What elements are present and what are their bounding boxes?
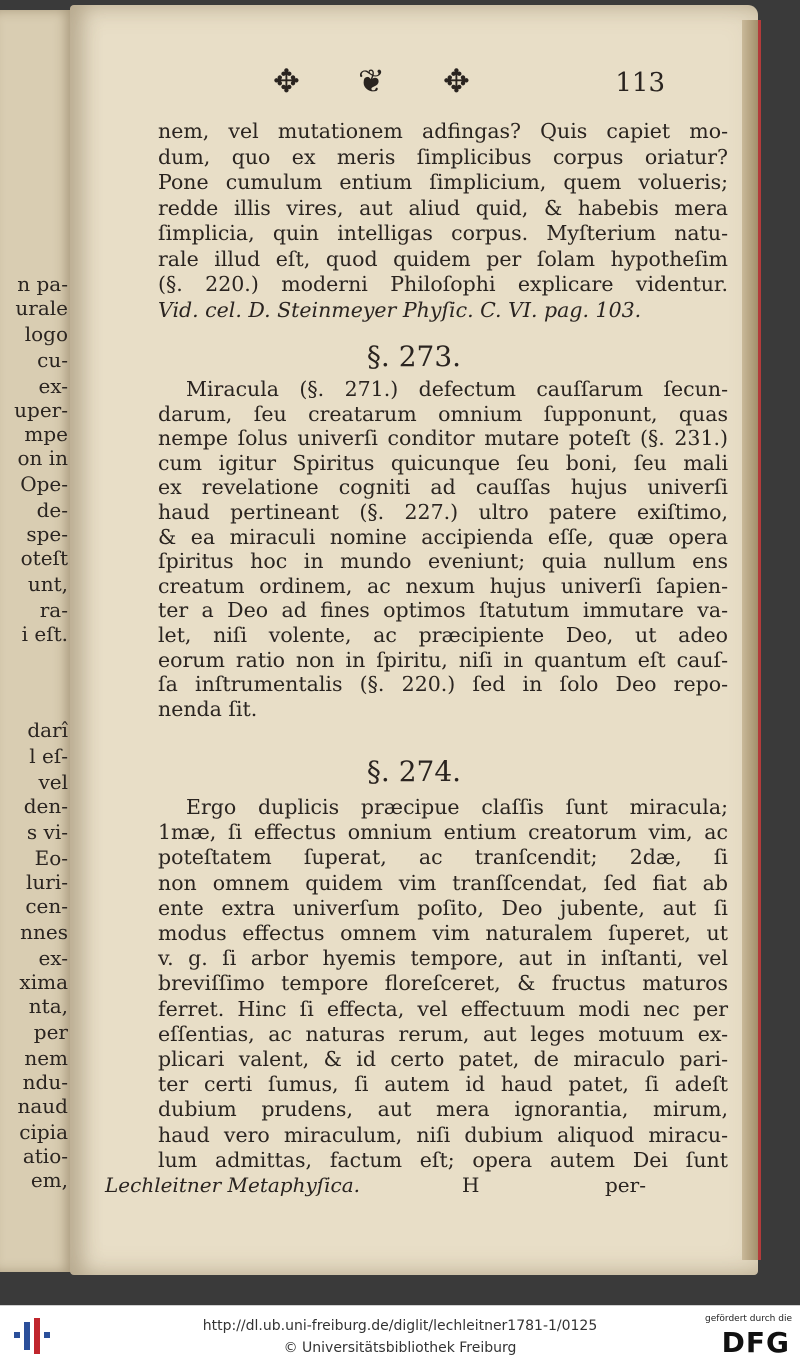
- left-page-text-fragment: logo: [24, 322, 68, 346]
- left-page-text-fragment: den-: [23, 794, 68, 818]
- text-line: nempe ſolus univerſi conditor mutare poteſt (§. 231.): [158, 426, 728, 451]
- funding-note: gefördert durch die: [705, 1314, 792, 1324]
- left-page-text-fragment: nem: [24, 1046, 68, 1070]
- left-page-text-fragment: cu-: [37, 348, 68, 372]
- text-line: ente extra univerſum poſito, Deo jubente, aut ſi: [158, 895, 728, 920]
- left-page-text-fragment: ra-: [39, 598, 68, 622]
- left-page-text-fragment: cipia: [19, 1120, 68, 1144]
- left-page-text-fragment: luri-: [26, 870, 68, 894]
- left-page-text-fragment: urale: [15, 296, 68, 320]
- text-line: ſpiritus hoc in mundo eveniunt; quia nullum ens: [158, 549, 728, 574]
- text-line: let, niſi volente, ac præcipiente Deo, ut adeo: [158, 623, 728, 647]
- left-page-text-fragment: nnes: [20, 920, 68, 944]
- catchword: per-: [605, 1173, 646, 1197]
- text-line: 1mæ, ſi effectus omnium entium creatorum vim, ac: [158, 820, 728, 845]
- text-line: redde illis vires, aut aliud quid, & habebis mera: [158, 195, 728, 220]
- left-page-text-fragment: per: [33, 1020, 68, 1044]
- left-page-text-fragment: atio-: [22, 1144, 68, 1168]
- text-line: Ergo duplicis præcipue claſſis ſunt miracula;: [186, 795, 728, 819]
- left-page-text-fragment: on in: [17, 446, 68, 470]
- page-header: [195, 62, 665, 102]
- text-line: modus effectus omnem vim naturalem ſuperet, ut: [158, 921, 728, 945]
- text-line: creatum ordinem, ac nexum hujus univerſi ſapien-: [158, 573, 728, 598]
- left-page-text-fragment: cen-: [25, 894, 68, 918]
- text-line: eorum ratio non in ſpiritu, niſi in quantum eſt cauſ-: [158, 647, 728, 672]
- left-page-text-fragment: ndu-: [22, 1070, 68, 1094]
- text-line: eſſentias, ac naturas rerum, aut leges motuum ex-: [158, 1021, 728, 1046]
- left-page-text-fragment: uper-: [14, 398, 68, 422]
- left-page-text-fragment: vel: [38, 770, 68, 794]
- left-page-text-fragment: l eſ-: [29, 744, 68, 768]
- text-line: Miracula (§. 271.) defectum cauſſarum ſecun-: [186, 377, 728, 401]
- text-line: nenda ſit.: [158, 696, 258, 721]
- left-page-text-fragment: xima: [19, 970, 68, 994]
- left-page-text-fragment: s vi-: [26, 820, 68, 844]
- text-line: breviſſimo tempore floreſceret, & fructus maturos: [158, 971, 728, 996]
- text-line: plicari valent, & id certo patet, de miraculo pari-: [158, 1047, 728, 1071]
- page-number: 113: [615, 68, 665, 98]
- dfg-logo: DFG: [721, 1326, 790, 1359]
- left-page-text-fragment: de-: [36, 498, 68, 522]
- permalink-url[interactable]: http://dl.ub.uni-freiburg.de/diglit/lechleitner1781-1/0125: [202, 1318, 598, 1334]
- section-heading: §. 273.: [366, 340, 462, 373]
- signature-line: Lechleitner Metaphyſica.: [105, 1173, 361, 1197]
- text-line: & ea miraculi nomine accipienda eſſe, quæ opera: [158, 524, 728, 549]
- text-line: lum admittas, factum eſt; opera autem Dei ſunt: [158, 1147, 728, 1172]
- left-page-text-fragment: mpe: [24, 422, 68, 446]
- book-page: [70, 5, 758, 1275]
- text-line: v. g. ſi arbor hyemis tempore, aut in inſtanti, vel: [158, 946, 728, 971]
- text-line: Vid. cel. D. Steinmeyer Phyſic. C. VI. pag. 103.: [158, 297, 642, 322]
- left-page-text-fragment: n pa-: [17, 272, 68, 296]
- left-page-text-fragment: ex-: [38, 374, 68, 398]
- left-page-text-fragment: unt,: [27, 572, 68, 596]
- left-page-text-fragment: nta,: [28, 994, 68, 1018]
- left-page-text-fragment: darî: [27, 718, 68, 742]
- text-line: nem, vel mutationem adfingas? Quis capiet mo-: [158, 119, 728, 143]
- left-page-text-fragment: i eſt.: [21, 622, 68, 646]
- left-page-fragment: [0, 10, 77, 1272]
- section-heading: §. 274.: [366, 755, 462, 788]
- text-line: darum, ſeu creatarum omnium ſupponunt, quas: [158, 401, 728, 426]
- text-line: rale illud eſt, quod quidem per ſolam hypotheſim: [158, 246, 728, 271]
- left-page-text-fragment: naud: [17, 1094, 68, 1118]
- text-line: (§. 220.) moderni Philoſophi explicare videntur.: [158, 272, 728, 296]
- text-line: ex revelatione cogniti ad cauſſas hujus univerſi: [158, 475, 728, 500]
- left-page-text-fragment: Eo-: [34, 846, 68, 870]
- left-page-text-fragment: ex-: [38, 946, 68, 970]
- text-line: haud vero miraculum, niſi dubium aliquod miracu-: [158, 1122, 728, 1147]
- text-line: ferret. Hinc ſi effecta, vel effectuum modi nec per: [158, 996, 728, 1021]
- left-page-text-fragment: em,: [30, 1168, 68, 1192]
- left-page-text-fragment: oteſt: [20, 546, 68, 570]
- text-line: non omnem quidem vim tranſſcendat, ſed fiat ab: [158, 870, 728, 895]
- viewer-footer-bar: [0, 1305, 800, 1366]
- text-line: ter certi ſumus, ſi autem id haud patet, ſi adeſt: [158, 1072, 728, 1097]
- text-line: ſimplicia, quin intelligas corpus. Myſterium natu-: [158, 221, 728, 245]
- copyright-notice: © Universitätsbibliothek Freiburg: [283, 1340, 517, 1356]
- text-line: Pone cumulum entium ſimplicium, quem volueris;: [158, 170, 728, 194]
- text-line: dum, quo ex meris ſimplicibus corpus oriatur?: [158, 144, 728, 169]
- left-page-text-fragment: spe-: [26, 522, 68, 546]
- header-ornament: ✥ ❦ ✥: [273, 62, 494, 100]
- text-line: ter a Deo ad fines optimos ſtatutum immutare va-: [158, 598, 728, 623]
- text-line: cum igitur Spiritus quicunque ſeu boni, ſeu mali: [158, 450, 728, 475]
- signature-mark: H: [462, 1173, 480, 1197]
- page-edge: [742, 20, 761, 1260]
- left-page-text-fragment: Ope-: [20, 472, 68, 496]
- text-line: poteſtatem ſuperat, ac tranſcendit; 2dæ, ſi: [158, 845, 728, 870]
- text-line: dubium prudens, aut mera ignorantia, mirum,: [158, 1097, 728, 1122]
- text-line: ſa inſtrumentalis (§. 220.) ſed in ſolo Deo repo-: [158, 672, 728, 697]
- text-line: haud pertineant (§. 227.) ultro patere exiſtimo,: [158, 500, 728, 524]
